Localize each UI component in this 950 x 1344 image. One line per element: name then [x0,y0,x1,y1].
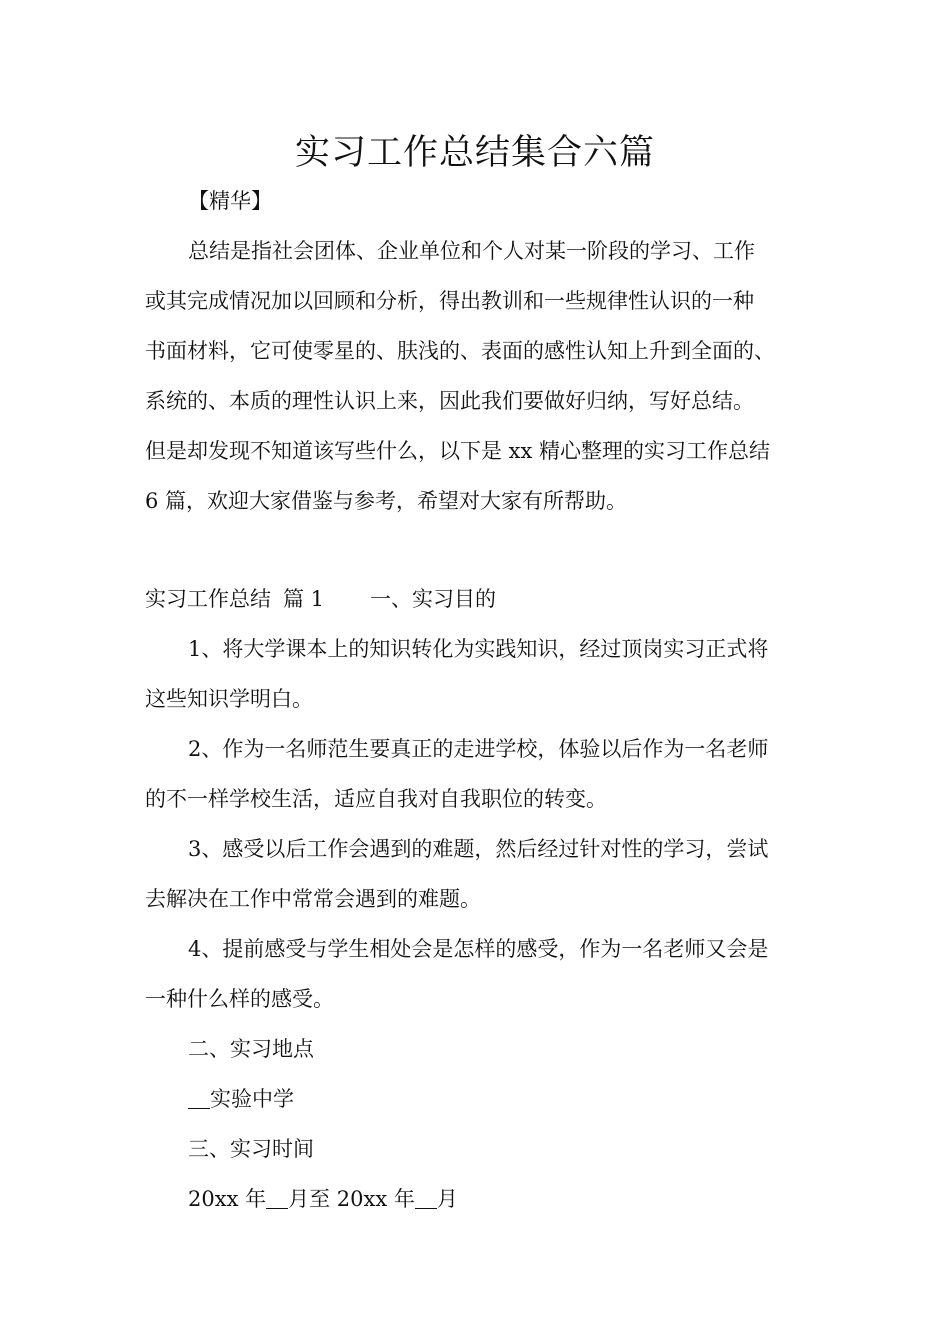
document-title: 实习工作总结集合六篇 [294,133,655,173]
blank-underline [266,1186,288,1209]
intro-line: 或其完成情况加以回顾和分析，得出教训和一些规律性认识的一种 [145,289,754,313]
list-item: 4、提前感受与学生相处会是怎样的感受，作为一名老师又会是 [188,937,769,961]
document-tag: 【精华】 [188,189,272,213]
location-heading: 二、实习地点 [188,1037,314,1061]
section-heading [145,584,496,614]
section-heading-number: 篇 1 [283,587,325,611]
list-item: 的不一样学校生活，适应自我对自我职位的转变。 [145,787,607,811]
list-item: 3、感受以后工作会遇到的难题，然后经过针对性的学习，尝试 [188,837,769,861]
list-item: 一种什么样的感受。 [145,987,334,1011]
blank-underline [415,1186,437,1209]
intro-line: 系统的、本质的理性认识上来，因此我们要做好归纳，写好总结。 [145,389,754,413]
blank-underline [188,1086,210,1109]
intro-line: 6 篇，欢迎大家借鉴与参考，希望对大家有所帮助。 [145,489,628,513]
time-line [188,1184,458,1214]
location-value: 实验中学 [210,1087,294,1111]
intro-line: 但是却发现不知道该写些什么，以下是 xx 精心整理的实习工作总结 [145,439,771,463]
list-item: 去解决在工作中常常会遇到的难题。 [145,887,481,911]
time-start: 20xx 年 [188,1187,267,1211]
section-subheading: 一、实习目的 [370,587,497,611]
intro-line: 总结是指社会团体、企业单位和个人对某一阶段的学习、工作 [188,239,755,263]
section-heading-title: 实习工作总结 [145,587,271,611]
intro-line: 书面材料，它可使零星的、肤浅的、表面的感性认知上升到全面的、 [145,339,775,363]
time-end: 月 [436,1187,458,1211]
list-item: 1、将大学课本上的知识转化为实践知识，经过顶岗实习正式将 [188,637,769,661]
list-item: 2、作为一名师范生要真正的走进学校，体验以后作为一名老师 [188,737,769,761]
time-heading: 三、实习时间 [188,1137,314,1161]
list-item: 这些知识学明白。 [145,687,313,711]
location-line [188,1084,294,1114]
time-middle: 月至 20xx 年 [288,1187,415,1211]
